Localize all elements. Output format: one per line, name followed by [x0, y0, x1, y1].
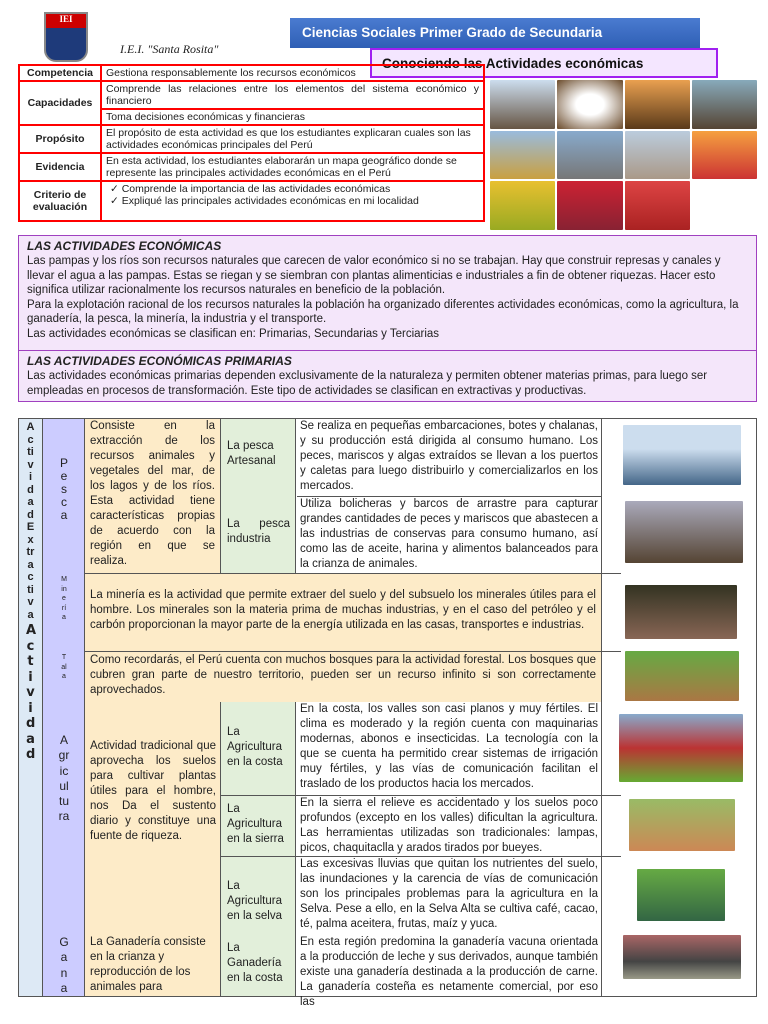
logo-text: IEI	[59, 14, 73, 24]
drilling-photo	[625, 80, 690, 129]
label-pesca: Pesca	[59, 456, 68, 522]
mining-photo	[625, 585, 737, 639]
paragraph-3: Las actividades económicas se clasifican en: Primarias, Secundarias y Terciarias	[27, 327, 440, 340]
industrial-fishing-photo	[625, 501, 743, 563]
label-ganaderia: Gana	[59, 935, 69, 995]
ganaderia-description: La Ganadería consiste en la crianza y reproducción de los animales para	[90, 936, 206, 993]
agri-sierra-label: La Agricultura en la sierra	[227, 803, 284, 845]
criterio-1: ✓ Comprende la importancia de las actividades económicas	[110, 183, 391, 195]
extractiva-column	[19, 419, 43, 996]
paragraph-1: Las pampas y los ríos son recursos naturales que carecen de valor económico si no se trabajan. Hay que construir represas y canales y llevar el agua a las pampas. Estas se riegan y se siembran con plantas alimenticias e industriales a fin de obtener riquezas. Hacer esto significa utilizar racionalmente los recursos naturales en beneficio de la población.	[27, 255, 721, 296]
agri-selva-label: La Agricultura en la selva	[227, 880, 282, 922]
section-actividades	[19, 236, 756, 350]
evidencia-label: Evidencia	[19, 153, 101, 181]
pesca-artesanal-label: La pesca Artesanal	[227, 440, 276, 467]
sierra-farming-photo	[629, 799, 735, 851]
truck-photo	[490, 131, 555, 180]
logging-photo	[625, 651, 739, 701]
cotton-photo	[557, 80, 622, 129]
label-agricultura: Agricultura	[58, 733, 70, 824]
selva-farming-photo	[637, 869, 725, 921]
page-title: Ciencias Sociales Primer Grado de Secundaria	[290, 18, 700, 48]
gana-costa-label: La Ganadería en la costa	[227, 942, 283, 984]
cattle-photo	[623, 935, 741, 979]
agricultura-description: Actividad tradicional que aprovecha los suelos para cultivar plantas útiles para el hombre, nos Da el sustento diario y constituye una fuente de riqueza.	[90, 740, 216, 842]
label-actividad: Actividad	[26, 623, 37, 762]
berries-photo	[557, 181, 622, 230]
heading-actividades: LAS ACTIVIDADES ECONÓMICAS	[27, 239, 222, 253]
agri-costa-text: En la costa, los valles son casi planos y muy fértiles. El clima es moderado y la región cuenta con maquinarias modernas, abonos e insecticidas. La tecnología con la que se cuenta ha permitido crear sistemas de irrigación muy fértiles, y las vías de comunicación facilitan el traslado de los productos hacia los mercados.	[300, 703, 598, 790]
criterio-label: Criterio de evaluación	[19, 181, 101, 221]
oil-rig-photo	[490, 80, 555, 129]
apples-photo	[625, 181, 690, 230]
capacidad-2: Toma decisiones económicas y financieras	[101, 109, 484, 125]
refinery-photo	[692, 80, 757, 129]
competencia-text: Gestiona responsablemente los recursos económicos	[101, 65, 484, 81]
pesca-artesanal-text: Se realiza en pequeñas embarcaciones, botes y chalanas, y su producción está dirigida al consumo humano. Los peces, mariscos y algas extraídos se llevan a los puertos y caletas para luego distribuirlo y comercializarlos en los mercados.	[297, 419, 601, 497]
label-mineria: Minería	[61, 576, 67, 621]
paragraph-4: Las actividades económicas primarias dependen exclusivamente de la naturaleza y permiten obtener materias primas, para luego ser empleadas en procesos de transformación. Este tipo de actividades se clasifican en extractivas y productivas.	[27, 370, 708, 397]
competencias-table	[18, 64, 485, 222]
pipeline-photo	[557, 131, 622, 180]
proposito-label: Propósito	[19, 125, 101, 153]
agri-costa-label: La Agricultura en la costa	[227, 726, 283, 768]
activities-table	[18, 418, 757, 1008]
bananas-photo	[490, 181, 555, 230]
mineria-text: La minería es la actividad que permite extraer del suelo y del subsuelo los minerales útiles para el hombre. Los minerales son la materia prima de muchas industrias, y en el caso del petróleo y el carbón proporcionan la mayor parte de la energía utilizada en las casas, transportes e industrias.	[85, 574, 601, 651]
paragraph-2: Para la explotación racional de los recursos naturales la población ha organizado diferentes actividades económicas, como la agricultura, la ganadería, la pesca, la minería, la industria y el transporte.	[27, 298, 739, 325]
capacidades-label: Capacidades	[19, 81, 101, 125]
pesca-industrial-text: Utiliza bolicheras y barcos de arrastre para capturar grandes cantidades de peces y mariscos que abastecen a las industrias de conservas para consumo humano, así como las de aceite, harina y alimentos balanceados para la crianza de animales.	[300, 498, 598, 570]
activities-photo-grid	[490, 80, 757, 230]
tala-text: Como recordarás, el Perú cuenta con muchos bosques para la actividad forestal. Los bosques que cubren gran parte de nuestro territorio, pueden ser un recurso infinito si son correctamente aprovechados.	[85, 652, 601, 702]
tractor-photo	[619, 714, 743, 782]
proposito-text: El propósito de esta actividad es que los estudiantes explicaran cuales son las actividades económicas principales del Perú	[101, 125, 484, 153]
label-tala: Tala	[61, 654, 67, 680]
evidencia-text: En esta actividad, los estudiantes elaborarán un mapa geográfico donde se represente las principales actividades económicas en el Perú	[101, 153, 484, 181]
agri-selva-text: Las excesivas lluvias que quitan los nutrientes del suelo, las inundaciones y la carencia de vías de comunicación son los principales problemas para la agricultura en la Selva. Pese a ello, en la Selva Alta se cultiva café, cacao, té, palma aceitera, frutas, maíz y yuca.	[300, 858, 598, 930]
school-logo	[44, 12, 88, 62]
pesca-description: Consiste en la extracción de los recursos animales y vegetales del mar, de los lagos y de los ríos. Esta actividad tiene características propias de acuerdo con la región en que se realiza.	[85, 419, 221, 573]
capacidad-1: Comprende las relaciones entre los elementos del sistema económico y financiero	[101, 81, 484, 109]
excavator-photo	[625, 131, 690, 180]
oranges-photo	[692, 131, 757, 180]
agri-sierra-text: En la sierra el relieve es accidentado y los suelos poco profundos (excepto en los valles) dificultan la agricultura. Las herramientas utilizadas son tradicionales: lampas, picos, chaquitaclla y arados tirados por bueyes.	[300, 797, 598, 854]
page-subtitle: Conociendo las Actividades económicas	[370, 48, 718, 78]
criterio-list	[101, 181, 484, 221]
heading-primarias: LAS ACTIVIDADES ECONÓMICAS PRIMARIAS	[27, 354, 292, 368]
label-extractiva: Actividad Extractiva	[26, 421, 35, 621]
school-name: I.E.I. "Santa Rosita"	[120, 42, 219, 56]
pesca-industrial-label: La pesca industria	[227, 518, 290, 545]
section-primarias	[19, 350, 756, 401]
criterio-2: ✓ Expliqué las principales actividades económicas en mi localidad	[110, 195, 419, 207]
info-box	[18, 235, 757, 402]
fishing-boat-photo	[623, 425, 741, 485]
competencia-label: Competencia	[19, 65, 101, 81]
gana-costa-text: En esta región predomina la ganadería vacuna orientada a la producción de leche y sus derivados, aunque también existe una ganadería destinada a la producción de carne. La ganadería costeña es netamente comercial, por eso las	[300, 936, 598, 1008]
